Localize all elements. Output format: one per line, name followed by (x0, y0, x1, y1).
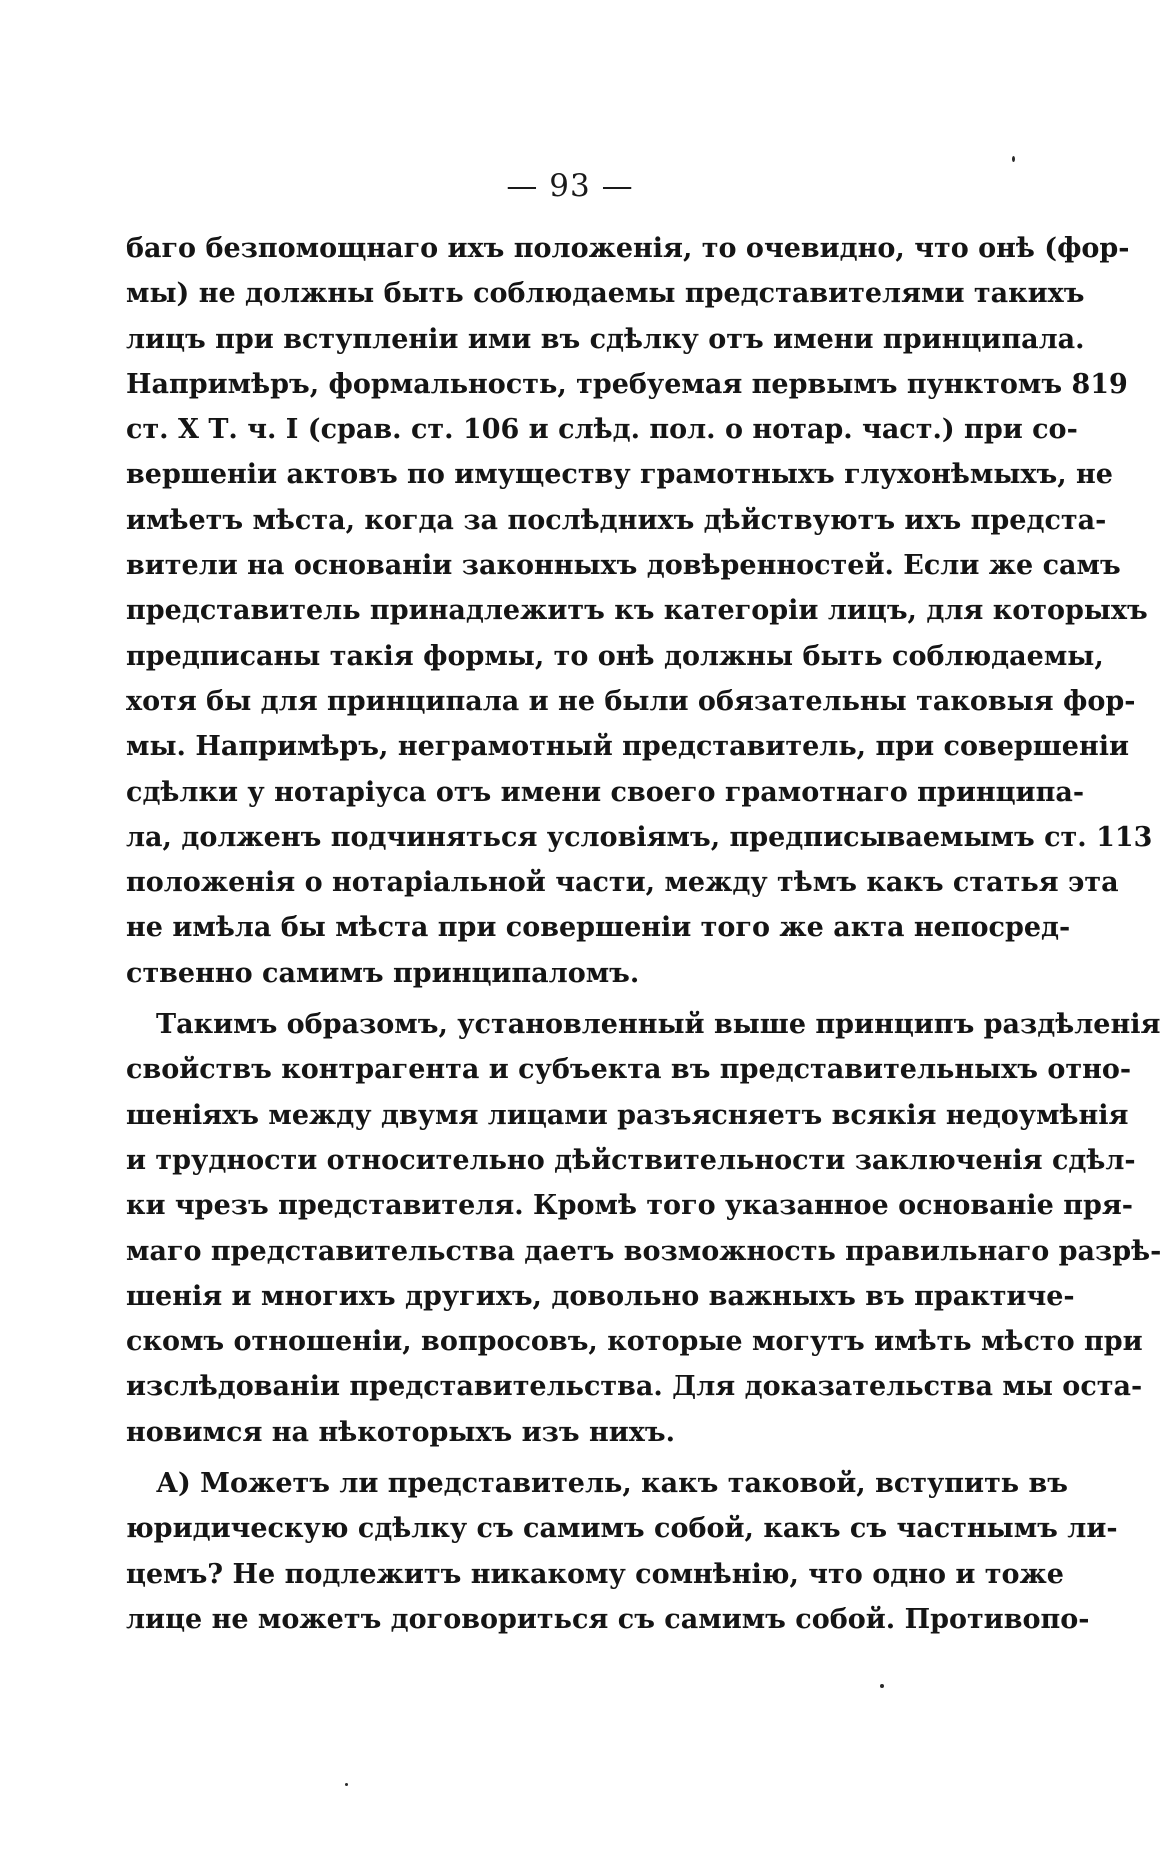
text-line: скомъ отношеніи, вопросовъ, которые могутъ имѣть мѣсто при (126, 1326, 1143, 1358)
body-text (126, 226, 1161, 1642)
print-speck (880, 1684, 884, 1688)
text-line: предписаны такія формы, то онѣ должны быть соблюдаемы, (126, 640, 1104, 672)
text-line: юридическую сдѣлку съ самимъ собой, какъ съ частнымъ ли- (126, 1513, 1118, 1545)
text-line: изслѣдованіи представительства. Для доказательства мы оста- (126, 1371, 1143, 1403)
text-line: лицъ при вступленіи ими въ сдѣлку отъ имени принципала. (126, 323, 1085, 355)
text-line: вершеніи актовъ по имуществу грамотныхъ глухонѣмыхъ, не (126, 459, 1113, 491)
text-line: и трудности относительно дѣйствительности заключенія сдѣл- (126, 1144, 1136, 1176)
text-line: сдѣлки у нотаріуса отъ имени своего грамотнаго принципа- (126, 776, 1085, 808)
paragraph-3 (126, 1461, 1118, 1642)
text-line: представитель принадлежитъ къ категоріи лицъ, для которыхъ (126, 595, 1148, 627)
text-line: баго безпомощнаго ихъ положенія, то очевидно, что онѣ (фор- (126, 233, 1130, 264)
text-line: хотя бы для принципала и не были обязательны таковыя фор- (126, 685, 1136, 717)
text-line: лице не можетъ договориться съ самимъ собой. Противопо- (126, 1603, 1090, 1635)
text-line: А) Можетъ ли представитель, какъ таковой, вступить въ (156, 1468, 1069, 1500)
text-line: новимся на нѣкоторыхъ изъ нихъ. (126, 1416, 675, 1448)
text-line: положенія о нотаріальной части, между тѣмъ какъ статья эта (126, 867, 1119, 899)
text-line: цемъ? Не подлежитъ никакому сомнѣнію, что одно и тоже (126, 1558, 1064, 1590)
text-line: ст. X Т. ч. I (срав. ст. 106 и слѣд. пол. о нотар. част.) при со- (126, 414, 1078, 446)
text-line: ла, долженъ подчиняться условіямъ, предписываемымъ ст. 113 (126, 821, 1153, 853)
text-line: ственно самимъ принципаломъ. (126, 957, 640, 989)
text-line: имѣетъ мѣста, когда за послѣднихъ дѣйствуютъ ихъ предста- (126, 504, 1107, 536)
text-line: не имѣла бы мѣста при совершеніи того же акта непосред- (126, 912, 1071, 944)
text-line: шенія и многихъ другихъ, довольно важныхъ въ практиче- (126, 1280, 1075, 1312)
text-line: свойствъ контрагента и субъекта въ представительныхъ отно- (126, 1054, 1132, 1086)
text-line: Напримѣръ, формальность, требуемая первымъ пунктомъ 819 (126, 368, 1128, 400)
text-line: Такимъ образомъ, установленный выше принципъ раздѣленія (156, 1009, 1161, 1041)
page-number: — 93 — (506, 168, 634, 204)
print-speck (1012, 156, 1015, 162)
text-line: мы) не должны быть соблюдаемы представителями такихъ (126, 278, 1085, 310)
text-line: мы. Напримѣръ, неграмотный представитель, при совершеніи (126, 731, 1130, 763)
text-line: шеніяхъ между двумя лицами разъясняетъ всякія недоумѣнія (126, 1099, 1129, 1131)
print-speck (345, 1783, 348, 1786)
paragraph-1 (126, 226, 1153, 996)
paragraph-2 (126, 1002, 1161, 1455)
text-line: ки чрезъ представителя. Кромѣ того указанное основаніе пря- (126, 1190, 1134, 1222)
text-line: вители на основаніи законныхъ довѣренностей. Если же самъ (126, 550, 1121, 582)
text-line: маго представительства даетъ возможность правильнаго разрѣ- (126, 1235, 1161, 1267)
